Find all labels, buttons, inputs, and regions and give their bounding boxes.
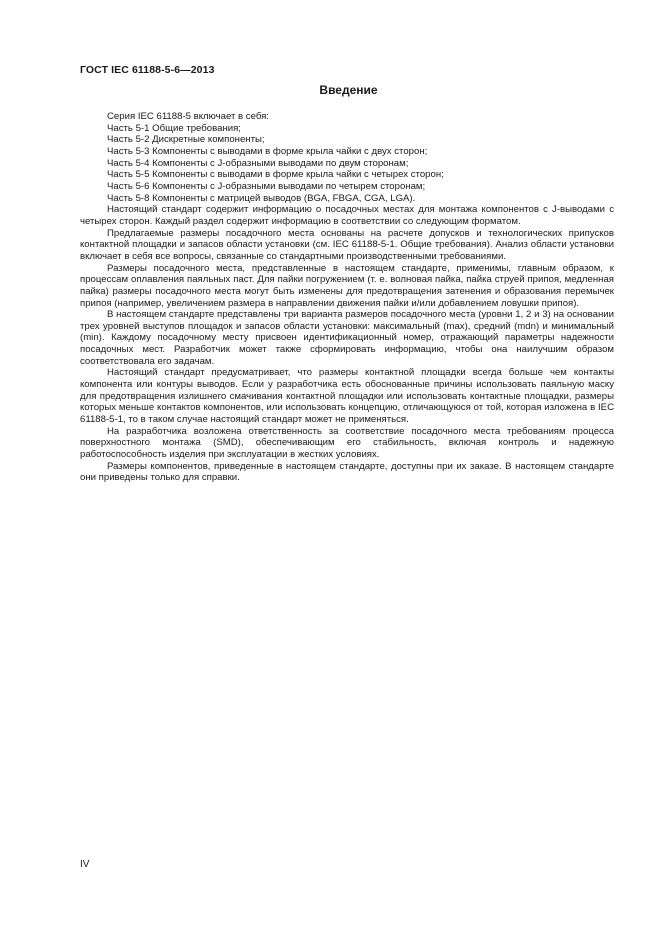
- paragraph-three-levels: В настоящем стандарте представлены три варианта размеров посадочного места (уровни 1, 2 и 3) на основании трех уровней выступов площадок и запасов области установки: максимальный (max), средний (mdn) и минимальный (min). Каждому посадочному месту присвоен идентификационный номер, отражающий параметры надежности посадочных мест. Разработчик может также сформировать информацию, чтобы она наилучшим образом соответствовала его задачам.: [80, 309, 614, 367]
- series-intro: Серия IEC 61188-5 включает в себя:: [107, 111, 269, 122]
- part-list-item: Часть 5-4 Компоненты с J-образными выводами по двум сторонам;: [107, 157, 409, 169]
- paragraph-component-dimensions: Размеры компонентов, приведенные в настоящем стандарте, доступны при их заказе. В настоящем стандарте они приведены только для справки.: [80, 460, 614, 484]
- document-header-code: ГОСТ IEC 61188-5-6—2013: [80, 64, 215, 76]
- page-number: IV: [80, 859, 90, 870]
- part-list-item: Часть 5-1 Общие требования;: [107, 122, 241, 134]
- part-list-item: Часть 5-6 Компоненты с J-образными выводами по четырем сторонам;: [107, 180, 426, 192]
- part-list-item: Часть 5-3 Компоненты с выводами в форме крыла чайки с двух сторон;: [107, 145, 428, 157]
- paragraph-dimensions-basis: Предлагаемые размеры посадочного места основаны на расчете допусков и технологических припусков контактной площадки и запасов области установки (см. IEC 61188-5-1. Общие требования). Анализ области установки включает в себя все вопросы, связанные со стандартными производственными требованиями.: [80, 227, 614, 262]
- paragraph-pad-size-assumption: Настоящий стандарт предусматривает, что размеры контактной площадки всегда больше чем контакты компонента или контуры выводов. Если у разработчика есть обоснованные причины использовать паяльную маску для предотвращения излишнего смачивания контактной площадки или использовать контактные площадки, размеры которых меньше контактов компонентов, или использовать концепцию, отличающуюся от той, которая изложена в IEC 61188-5-1, то в таком случае настоящий стандарт может не применяться.: [80, 367, 614, 426]
- paragraph-reflow-applicability: Размеры посадочного места, представленные в настоящем стандарте, применимы, главным образом, к процессам оплавления паяльных паст. Для пайки погружением (т. е. волновая пайка, пайка струей припоя, медленная пайка) размеры посадочного места могут быть изменены для предотвращения затенения и образования перемычек припоя (например, увеличением размера в направлении движения пайки и/или добавлением ловушки припоя).: [80, 262, 614, 309]
- section-title: Введение: [319, 83, 378, 97]
- paragraph-developer-responsibility: На разработчика возложена ответственность за соответствие посадочного места требованиям процесса поверхностного монтажа (SMD), обеспечивающим его стабильность, включая контроль и надежную работоспособность изделия при эксплуатации в жестких условиях.: [80, 425, 614, 461]
- paragraph-scope: Настоящий стандарт содержит информацию о посадочных местах для монтажа компонентов с J-выводами с четырех сторон. Каждый раздел содержит информацию в соответствии со следующим форматом.: [80, 204, 614, 227]
- document-body: [80, 111, 614, 484]
- part-list-item: Часть 5-2 Дискретные компоненты;: [107, 134, 265, 146]
- part-list-item: Часть 5-5 Компоненты с выводами в форме крыла чайки с четырех сторон;: [107, 169, 444, 181]
- part-list-item: Часть 5-8 Компоненты с матрицей выводов (BGA, FBGA, CGA, LGA).: [107, 192, 416, 204]
